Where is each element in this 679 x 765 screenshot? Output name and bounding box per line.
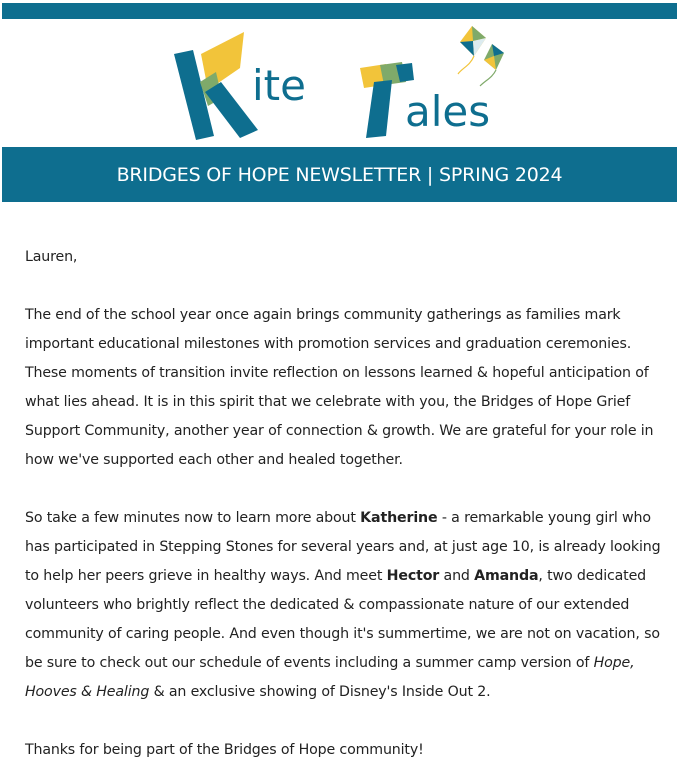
kite-tales-logo [0, 20, 679, 148]
letter-body [25, 243, 665, 765]
paragraph-2-text: So take a few minutes now to learn more about [25, 510, 361, 526]
event-title: Hope, Hooves & Healing [25, 655, 635, 700]
kite-icons [458, 26, 504, 86]
letter-k-mark [174, 32, 258, 140]
newsletter-title-banner [2, 147, 677, 202]
paragraph-2-text: , two dedicated volunteers who brightly reflect the dedicated & compassionate nature of our extended community of caring people. And even though it's summertime, we are not on vacation, so be sure to check out our schedule of events including a summer camp version of [25, 568, 660, 671]
closing-line: Thanks for being part of the Bridges of Hope community! [25, 742, 424, 758]
paragraph-2-text: and [439, 568, 475, 584]
greeting: Lauren, [25, 249, 78, 265]
name-amanda: Amanda [474, 568, 539, 584]
newsletter-title: BRIDGES OF HOPE NEWSLETTER | SPRING 2024 [116, 163, 563, 186]
paragraph-2 [25, 504, 665, 707]
name-katherine: Katherine [360, 510, 438, 526]
logo-word-ite: ite [252, 61, 306, 110]
paragraph-2-text: - a remarkable young girl who has participated in Stepping Stones for several years and, at just age 10, is already looking to help her peers grieve in healthy ways. And meet [25, 510, 661, 584]
paragraph-2-text: & an exclusive showing of Disney's Inside Out 2. [149, 684, 491, 700]
top-color-bar [2, 3, 677, 19]
name-hector: Hector [386, 568, 440, 584]
paragraph-1: The end of the school year once again brings community gatherings as families mark important educational milestones with promotion services and graduation ceremonies. These moments of transition invite reflection on lessons learned & hopeful anticipation of what lies ahead. It is in this spirit that we celebrate with you, the Bridges of Hope Grief Support Community, another year of connection & growth. We are grateful for your role in how we've supported each other and healed together. [25, 307, 654, 468]
logo-word-ales: ales [405, 87, 491, 136]
